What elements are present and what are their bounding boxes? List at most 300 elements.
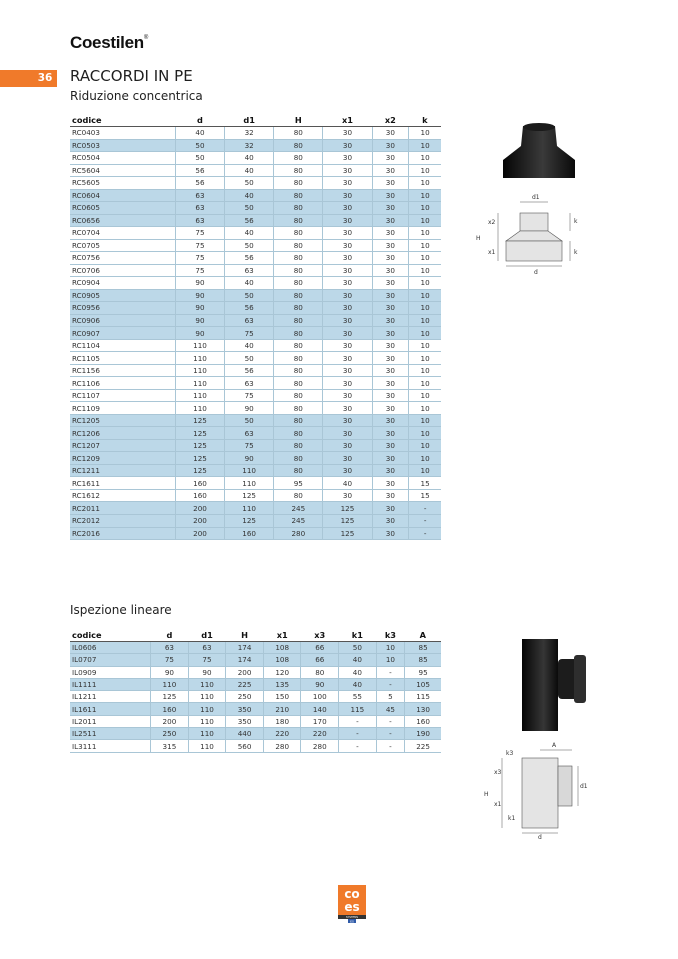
cell-d1: 56 (225, 364, 274, 377)
riduzione-table (70, 114, 441, 540)
cell-A: 105 (405, 678, 441, 690)
cell-x1: 30 (323, 364, 372, 377)
cell-k: 15 (409, 477, 441, 490)
cell-codice: RC0756 (70, 252, 175, 265)
cell-H: 245 (274, 514, 323, 527)
cell-d1: 110 (188, 715, 226, 727)
cell-d: 125 (175, 427, 224, 440)
cell-d1: 63 (225, 377, 274, 390)
cell-d: 90 (175, 314, 224, 327)
table-row (70, 477, 441, 490)
cell-A: 95 (405, 666, 441, 678)
cell-H: 440 (226, 728, 264, 740)
cell-H: 350 (226, 703, 264, 715)
cell-H: 80 (274, 252, 323, 265)
cell-A: 225 (405, 740, 441, 752)
dim-label-h: H (476, 235, 481, 242)
cell-codice: RC2016 (70, 527, 175, 540)
cell-H: 80 (274, 302, 323, 315)
table-row (70, 139, 441, 152)
cell-A: 160 (405, 715, 441, 727)
cell-codice: RC0704 (70, 227, 175, 240)
cell-x2: 30 (372, 214, 409, 227)
cell-A: 115 (405, 691, 441, 703)
cell-x2: 30 (372, 239, 409, 252)
table-header-row (70, 629, 441, 642)
dim-label-k-top: k (574, 218, 578, 225)
cell-x1: 30 (323, 389, 372, 402)
cell-x1: 30 (323, 252, 372, 265)
cell-d: 125 (175, 464, 224, 477)
ispezione-table (70, 629, 441, 753)
section2-subtitle: Ispezione lineare (70, 603, 172, 617)
cell-d: 125 (175, 439, 224, 452)
cell-H: 80 (274, 339, 323, 352)
cell-x2: 30 (372, 452, 409, 465)
table-body (70, 642, 441, 753)
cell-H: 80 (274, 127, 323, 140)
cell-d1: 32 (225, 127, 274, 140)
cell-d: 90 (175, 277, 224, 290)
cell-x1: 125 (323, 527, 372, 540)
cell-codice: RC1611 (70, 477, 175, 490)
inspection-photo-pipe (522, 639, 558, 731)
table-row (70, 189, 441, 202)
cell-codice: IL2011 (70, 715, 151, 727)
dim-label-k1: k1 (508, 815, 516, 822)
table-row (70, 227, 441, 240)
cell-H: 174 (226, 654, 264, 666)
cell-k: 10 (409, 189, 441, 202)
cell-codice: IL0707 (70, 654, 151, 666)
column-header-x1: x1 (323, 114, 372, 127)
table-header-row (70, 114, 441, 127)
cell-x1: 30 (323, 414, 372, 427)
cell-x2: 30 (372, 139, 409, 152)
table-row (70, 489, 441, 502)
cell-k: 10 (409, 389, 441, 402)
cell-x1: 220 (263, 728, 301, 740)
cell-d: 63 (175, 214, 224, 227)
cell-H: 80 (274, 314, 323, 327)
table-row (70, 277, 441, 290)
cell-codice: RC0706 (70, 264, 175, 277)
cell-d1: 56 (225, 252, 274, 265)
cell-H: 174 (226, 642, 264, 654)
cell-codice: RC1104 (70, 339, 175, 352)
cell-d1: 125 (225, 514, 274, 527)
cell-k: 10 (409, 177, 441, 190)
cell-x1: 30 (323, 214, 372, 227)
cell-k1: - (339, 740, 377, 752)
cell-d1: 56 (225, 214, 274, 227)
table-row (70, 654, 441, 666)
cell-x1: 30 (323, 489, 372, 502)
cell-d1: 40 (225, 152, 274, 165)
cell-d1: 110 (188, 691, 226, 703)
cell-x2: 30 (372, 477, 409, 490)
brand-registered-mark: ® (143, 35, 148, 42)
cell-k: - (409, 527, 441, 540)
cell-x1: 30 (323, 152, 372, 165)
table-row (70, 439, 441, 452)
cell-codice: RC1205 (70, 414, 175, 427)
cell-d: 75 (175, 227, 224, 240)
table-row (70, 427, 441, 440)
dim-label-k3: k3 (506, 750, 514, 757)
cell-A: 190 (405, 728, 441, 740)
cell-d: 160 (151, 703, 189, 715)
cell-H: 80 (274, 427, 323, 440)
cell-H: 200 (226, 666, 264, 678)
brand-name: Coestilen (70, 33, 144, 52)
column-header-d1: d1 (188, 629, 226, 642)
cell-x1: 30 (323, 327, 372, 340)
cell-x1: 210 (263, 703, 301, 715)
cell-codice: RC0503 (70, 139, 175, 152)
cell-d: 110 (175, 389, 224, 402)
cell-x1: 30 (323, 127, 372, 140)
cell-d1: 110 (188, 728, 226, 740)
cell-d1: 40 (225, 189, 274, 202)
table-row (70, 352, 441, 365)
reducer-technical-drawing (470, 188, 598, 278)
column-header-d1: d1 (225, 114, 274, 127)
cell-x1: 125 (323, 502, 372, 515)
table-row (70, 514, 441, 527)
cell-k3: 10 (376, 642, 404, 654)
column-header-k1: k1 (339, 629, 377, 642)
cell-x1: 30 (323, 239, 372, 252)
cell-codice: RC1211 (70, 464, 175, 477)
cell-d1: 110 (225, 464, 274, 477)
dim-label-k-bottom: k (574, 249, 578, 256)
cell-x1: 30 (323, 189, 372, 202)
column-header-codice: codice (70, 114, 175, 127)
page-number: 36 (37, 72, 53, 84)
cell-codice: RC0906 (70, 314, 175, 327)
reducer-cone (506, 231, 562, 241)
table-row (70, 239, 441, 252)
cell-d1: 63 (225, 427, 274, 440)
dim-label-x2: x2 (488, 219, 496, 226)
dim-label-x1: x1 (488, 249, 496, 256)
cell-d1: 50 (225, 239, 274, 252)
cell-d: 90 (175, 302, 224, 315)
cell-d1: 56 (225, 302, 274, 315)
cell-d1: 90 (188, 666, 226, 678)
cell-H: 80 (274, 227, 323, 240)
cell-k1: 55 (339, 691, 377, 703)
cell-A: 130 (405, 703, 441, 715)
cell-k: 10 (409, 339, 441, 352)
cell-x2: 30 (372, 514, 409, 527)
cell-H: 350 (226, 715, 264, 727)
cell-k1: 40 (339, 678, 377, 690)
cell-d1: 75 (225, 439, 274, 452)
cell-d1: 110 (225, 477, 274, 490)
cell-k1: 50 (339, 642, 377, 654)
table-row (70, 202, 441, 215)
cell-x2: 30 (372, 377, 409, 390)
table-row (70, 452, 441, 465)
coes-logo (338, 885, 366, 923)
cell-H: 80 (274, 352, 323, 365)
cell-x1: 30 (323, 202, 372, 215)
cell-k3: 45 (376, 703, 404, 715)
table-row (70, 389, 441, 402)
cell-H: 80 (274, 452, 323, 465)
cell-codice: RC0905 (70, 289, 175, 302)
table-row (70, 327, 441, 340)
cell-d1: 125 (225, 489, 274, 502)
cell-k: 10 (409, 452, 441, 465)
cell-H: 80 (274, 139, 323, 152)
table-row (70, 377, 441, 390)
cell-x1: 30 (323, 264, 372, 277)
cell-x1: 40 (323, 477, 372, 490)
cell-k: - (409, 502, 441, 515)
cell-H: 80 (274, 464, 323, 477)
cell-codice: IL1611 (70, 703, 151, 715)
cell-d: 200 (175, 502, 224, 515)
cell-H: 80 (274, 439, 323, 452)
cell-x3: 80 (301, 666, 339, 678)
cell-x2: 30 (372, 127, 409, 140)
cell-x2: 30 (372, 177, 409, 190)
cell-d1: 40 (225, 277, 274, 290)
cell-x1: 150 (263, 691, 301, 703)
cell-d: 125 (151, 691, 189, 703)
cell-x1: 30 (323, 402, 372, 415)
cell-H: 80 (274, 489, 323, 502)
cell-x1: 30 (323, 164, 372, 177)
cell-codice: RC5605 (70, 177, 175, 190)
table-row (70, 527, 441, 540)
cell-x1: 108 (263, 642, 301, 654)
cell-H: 80 (274, 364, 323, 377)
cell-codice: IL3111 (70, 740, 151, 752)
cell-d: 110 (175, 377, 224, 390)
cell-codice: RC0403 (70, 127, 175, 140)
table-row (70, 691, 441, 703)
cell-x2: 30 (372, 314, 409, 327)
cell-H: 80 (274, 214, 323, 227)
dim-label-d1: d1 (580, 783, 588, 790)
dim-label-d: d (538, 834, 542, 840)
table-body (70, 127, 441, 540)
cell-k3: - (376, 728, 404, 740)
cell-d: 90 (151, 666, 189, 678)
cell-d: 50 (175, 152, 224, 165)
cell-d1: 110 (188, 703, 226, 715)
cell-x2: 30 (372, 502, 409, 515)
cell-d1: 90 (225, 452, 274, 465)
cell-d: 63 (175, 202, 224, 215)
cell-d1: 50 (225, 177, 274, 190)
cell-d: 75 (151, 654, 189, 666)
cell-x2: 30 (372, 402, 409, 415)
cell-k: 10 (409, 289, 441, 302)
cell-k: 10 (409, 264, 441, 277)
cell-x2: 30 (372, 414, 409, 427)
cell-x2: 30 (372, 164, 409, 177)
dim-label-a: A (552, 742, 557, 749)
cell-x1: 30 (323, 139, 372, 152)
cell-k: 10 (409, 327, 441, 340)
table-row (70, 264, 441, 277)
cell-codice: RC0504 (70, 152, 175, 165)
cell-H: 80 (274, 264, 323, 277)
cell-x3: 220 (301, 728, 339, 740)
cell-d: 125 (175, 452, 224, 465)
dim-label-d: d (534, 269, 538, 276)
cell-H: 225 (226, 678, 264, 690)
cell-k: - (409, 514, 441, 527)
cell-codice: RC2011 (70, 502, 175, 515)
table-row (70, 214, 441, 227)
cell-x1: 30 (323, 289, 372, 302)
cell-x2: 30 (372, 439, 409, 452)
cell-d: 63 (151, 642, 189, 654)
reducer-bottom-spigot (506, 241, 562, 261)
table-row (70, 703, 441, 715)
table-row (70, 302, 441, 315)
column-header-A: A (405, 629, 441, 642)
cell-k: 10 (409, 139, 441, 152)
column-header-x1: x1 (263, 629, 301, 642)
cell-d1: 160 (225, 527, 274, 540)
cell-d: 110 (175, 339, 224, 352)
cell-d1: 50 (225, 414, 274, 427)
cell-A: 85 (405, 642, 441, 654)
cell-d1: 90 (225, 402, 274, 415)
cell-x2: 30 (372, 202, 409, 215)
cell-x1: 30 (323, 427, 372, 440)
cell-H: 560 (226, 740, 264, 752)
cell-x2: 30 (372, 339, 409, 352)
cell-x1: 30 (323, 352, 372, 365)
cell-H: 80 (274, 277, 323, 290)
cell-x1: 180 (263, 715, 301, 727)
column-header-H: H (274, 114, 323, 127)
cell-codice: RC0907 (70, 327, 175, 340)
column-header-x3: x3 (301, 629, 339, 642)
reducer-photo (495, 118, 587, 188)
cell-codice: IL1211 (70, 691, 151, 703)
cell-codice: RC1109 (70, 402, 175, 415)
cell-d1: 110 (188, 678, 226, 690)
cell-x2: 30 (372, 327, 409, 340)
cell-x3: 90 (301, 678, 339, 690)
cell-k: 10 (409, 164, 441, 177)
dim-label-x3: x3 (494, 769, 502, 776)
table-row (70, 402, 441, 415)
cell-k1: 40 (339, 654, 377, 666)
cell-d: 90 (175, 289, 224, 302)
table-row (70, 252, 441, 265)
cell-x2: 30 (372, 352, 409, 365)
column-header-d: d (151, 629, 189, 642)
cell-k: 15 (409, 489, 441, 502)
cell-d1: 75 (225, 389, 274, 402)
cell-d: 110 (151, 678, 189, 690)
cell-x2: 30 (372, 227, 409, 240)
column-header-k3: k3 (376, 629, 404, 642)
cell-k: 10 (409, 239, 441, 252)
cell-d1: 32 (225, 139, 274, 152)
cell-x2: 30 (372, 289, 409, 302)
table-row (70, 364, 441, 377)
cell-k3: - (376, 678, 404, 690)
cell-d1: 63 (225, 314, 274, 327)
cell-x2: 30 (372, 527, 409, 540)
section-subtitle: Riduzione concentrica (70, 89, 203, 103)
inspection-port (558, 766, 572, 806)
cell-codice: RC5604 (70, 164, 175, 177)
cell-d1: 50 (225, 352, 274, 365)
cell-k3: 5 (376, 691, 404, 703)
table-row (70, 642, 441, 654)
cell-H: 80 (274, 414, 323, 427)
inspection-photo (508, 635, 593, 735)
cell-codice: RC1207 (70, 439, 175, 452)
cell-k: 10 (409, 402, 441, 415)
cell-k1: 40 (339, 666, 377, 678)
cell-x3: 66 (301, 642, 339, 654)
dim-label-h: H (484, 791, 489, 798)
cell-H: 80 (274, 239, 323, 252)
cell-H: 80 (274, 152, 323, 165)
cell-d: 200 (151, 715, 189, 727)
cell-k: 10 (409, 302, 441, 315)
cell-k3: - (376, 740, 404, 752)
cell-H: 80 (274, 202, 323, 215)
reducer-photo-opening (523, 123, 555, 131)
cell-d: 50 (175, 139, 224, 152)
cell-x2: 30 (372, 264, 409, 277)
cell-codice: IL1111 (70, 678, 151, 690)
cell-k: 10 (409, 252, 441, 265)
table-row (70, 314, 441, 327)
cell-codice: RC0956 (70, 302, 175, 315)
cell-k3: - (376, 666, 404, 678)
cell-x2: 30 (372, 427, 409, 440)
cell-x1: 30 (323, 464, 372, 477)
cell-x2: 30 (372, 152, 409, 165)
cell-codice: RC0705 (70, 239, 175, 252)
coes-logo-top: co (344, 887, 360, 901)
cell-x1: 125 (323, 514, 372, 527)
cell-x2: 30 (372, 277, 409, 290)
reducer-top-spigot (520, 213, 548, 231)
cell-codice: RC1105 (70, 352, 175, 365)
cell-x3: 140 (301, 703, 339, 715)
cell-d: 315 (151, 740, 189, 752)
column-header-k: k (409, 114, 441, 127)
cell-k: 10 (409, 277, 441, 290)
table-row (70, 339, 441, 352)
cell-d1: 75 (225, 327, 274, 340)
cell-codice: RC2012 (70, 514, 175, 527)
cell-x1: 30 (323, 177, 372, 190)
cell-d: 40 (175, 127, 224, 140)
cell-d1: 40 (225, 339, 274, 352)
cell-k: 10 (409, 227, 441, 240)
cell-k: 10 (409, 314, 441, 327)
cell-x3: 280 (301, 740, 339, 752)
cell-x1: 30 (323, 439, 372, 452)
